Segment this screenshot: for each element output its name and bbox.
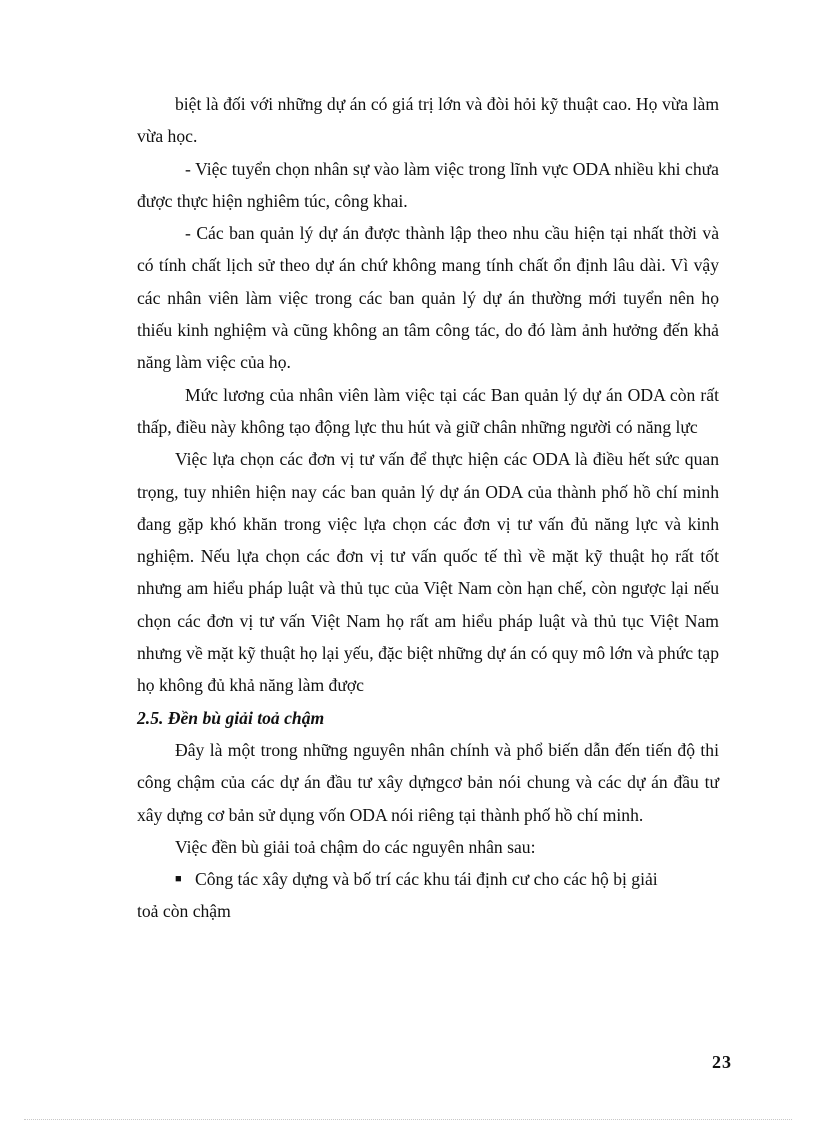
footer-divider (24, 1119, 792, 1120)
paragraph-causes-intro: Việc đền bù giải toả chậm do các nguyên nhân sau: (175, 836, 536, 857)
paragraph-recruitment: - Việc tuyển chọn nhân sự vào làm việc trong lĩnh vực ODA nhiều khi chưa được thực hiện nghiêm túc, công khai. (137, 158, 719, 211)
bullet-text: Công tác xây dựng và bố trí các khu tái định cư cho các hộ bị giải (195, 869, 658, 890)
bullet-item (137, 863, 719, 895)
square-bullet-icon: ■ (175, 873, 182, 886)
section-heading: 2.5. Đền bù giải toả chậm (137, 707, 325, 728)
paragraph-continuation: biệt là đối với những dự án có giá trị lớn và đòi hỏi kỹ thuật cao. Họ vừa làm vừa học. (137, 94, 719, 147)
paragraph-compensation: Đây là một trong những nguyên nhân chính và phổ biến dẫn đến tiến độ thi công chậm của các dự án đầu tư xây dựngcơ bản nói chung và các dự án đầu tư xây dựng cơ bản sử dụng vốn ODA nói riêng tại thành phố hồ chí minh. (137, 739, 719, 825)
paragraph-salary: Mức lương của nhân viên làm việc tại các Ban quản lý dự án ODA còn rất thấp, điều này không tạo động lực thu hút và giữ chân những người có năng lực (137, 384, 719, 437)
bullet-text-continuation: toả còn chậm (137, 901, 231, 922)
document-body (137, 88, 719, 928)
page-number: 23 (712, 1052, 732, 1072)
paragraph-consultants: Việc lựa chọn các đơn vị tư vấn để thực hiện các ODA là điều hết sức quan trọng, tuy nhiên hiện nay các ban quản lý dự án ODA của thành phố hồ chí minh đang gặp khó khăn trong việc lựa chọn các đơn vị tư vấn đủ năng lực và kinh nghiệm. Nếu lựa chọn các đơn vị tư vấn quốc tế thì về mặt kỹ thuật họ rất tốt nhưng am hiểu pháp luật và thủ tục của Việt Nam còn hạn chế, còn ngược lại nếu chọn các đơn vị tư vấn Việt Nam họ rất am hiểu pháp luật và thủ tục Việt Nam nhưng về mặt kỹ thuật họ lại yếu, đặc biệt những dự án có quy mô lớn và phức tạp họ không đủ khả năng làm được (137, 449, 719, 696)
paragraph-project-boards: - Các ban quản lý dự án được thành lập theo nhu cầu hiện tại nhất thời và có tính chất lịch sử theo dự án chứ không mang tính chất ổn định lâu dài. Vì vậy các nhân viên làm việc trong các ban quản lý dự án thường mới tuyển nên họ thiếu kinh nghiệm và cũng không an tâm công tác, do đó làm ảnh hưởng đến khả năng làm việc của họ. (137, 223, 719, 373)
